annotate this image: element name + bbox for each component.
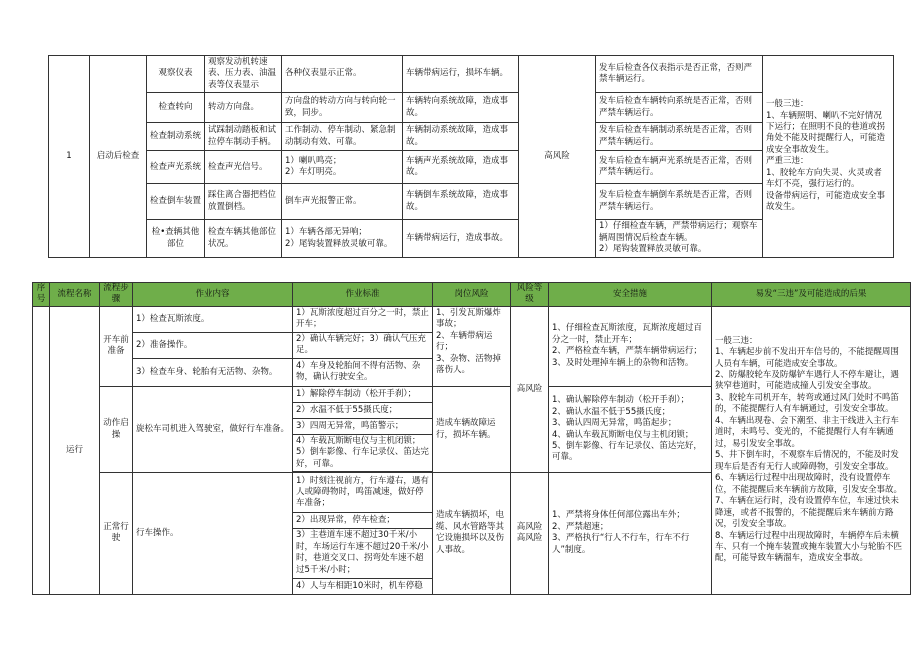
measure-cell [549,386,712,472]
measure-line: 1）仔细检查车辆，严禁带病运行；观察车辆周围情况后检查车辆。 [599,221,758,243]
standard-cell: 倒车声光报警正常。 [282,184,403,220]
risk-cell: 造成车辆损坏，电缆、风水管路等其它设施损坏以及伤人事故。 [433,473,511,594]
measure-cell: 发车后检查车辆转向系统是否正常，否则严禁车辆运行。 [596,93,763,123]
item-cell: 观察仪表 [147,56,205,93]
serial-cell [33,306,50,594]
content-cell: 踩住离合器把档位放置倒档。 [205,184,282,220]
content-cell: 观察发动机转速表、压力表、油温表等仪表显示 [205,56,282,93]
risk-cell: 车辆带病运行，损坏车辆。 [403,56,519,93]
standard-cell: 1）解除停车制动（松开手刹）； [293,386,433,402]
measure-cell: 发车后检查车辆制动系统是否正常，否则严禁车辆运行。 [596,123,763,151]
risk-cell: 造成车辆故障运行，损坏车辆。 [433,386,511,472]
risk-cell: 车辆制动系统故障，造成事故。 [403,123,519,151]
consequence-line: 5、井下倒车时，不观察车后情况的，不能及时发现车后是否有无行人或障碍物，引发安全事故。 [715,450,899,472]
risk-cell: 车辆声光系统故障，造成事故。 [403,151,519,184]
header-standard: 作业标准 [293,283,433,307]
risk-line: 1、引发瓦斯爆炸事故； [436,307,501,330]
header-risk: 岗位风险 [433,283,511,307]
measure-line: 2、确认水温不低于55摄氏度； [552,406,671,417]
item-cell: 检•查辆其他部位 [147,220,205,257]
standard-cell: 2）确认车辆完好；3）确认气压充足。 [293,332,433,358]
measure-line: 3、严格执行“行人不行车，行车不行人”制度。 [552,533,690,555]
measure-line: 2、严禁超速； [552,521,609,532]
standard-cell [282,220,403,257]
consequence-cell [763,56,894,258]
consequence-line: 3、胶轮车司机开车，转弯或通过风门处时不鸣笛的，不能提醒行人有车辆通过，引发安全事故。 [715,392,899,415]
content-cell: 旋松车司机进入驾驶室，做好行车准备。 [133,386,293,472]
content-cell: 1）检查瓦斯浓度。 [133,306,293,332]
consequence-line: 1、胶轮车方向失灵、火灵或者车灯不亮，强行运行的。 [766,167,882,190]
measure-line: 2）尾钩装置释放灵敏可靠。 [599,244,707,255]
consequence-line: 一般三违： [715,335,758,346]
standard-line: 1）喇叭鸣亮； [285,155,342,166]
measure-line: 4、确认车载瓦斯断电仪与主机闭锁； [552,429,694,440]
operation-table [32,282,911,595]
header-measure: 安全措施 [549,283,712,307]
header-content: 作业内容 [133,283,293,307]
header-serial: 序号 [33,283,50,307]
serial-cell: 1 [49,56,90,258]
stage-cell: 启动后检查 [90,56,147,258]
measure-line: 3、确认四周无异常，鸣笛起步； [552,418,677,429]
standard-cell: 2）水温不低于55摄氏度； [293,402,433,418]
consequence-line: 6、车辆运行过程中出现故障时，没有设置停车位，不能提醒后来车辆前方故障，引发安全事故。 [715,473,903,495]
content-cell: 检查车辆其他部位状况。 [205,220,282,257]
risk-line: 3、杂物、活物掉落伤人。 [436,353,501,376]
measure-line: 5、倒车影像、行车记录仪、笛达完好，可靠。 [552,440,702,463]
content-cell: 检查声光信号。 [205,151,282,184]
standard-cell: 3）四周无异常，鸣笛警示； [293,418,433,434]
standard-line: 3）主巷道车速不超过30千米/小时，车场运行车速不超过20千米/小时，巷道交叉口、拐弯处车速不超过5千米/小时； [296,530,429,575]
consequence-line: 一般三违： [766,99,809,110]
item-cell: 检查制动系统 [147,123,205,151]
standard-line: 4）人与车相距10米时，机车停稳 [293,578,432,592]
measure-cell: 发车后检查车辆倒车系统是否正常，否则严禁车辆运行。 [596,184,763,220]
risk-level-cell: 高风险 [519,56,596,258]
measure-line: 2、严格检查车辆，严禁车辆带病运行； [552,346,702,357]
consequence-line: 4、车辆出现卷、会下潮至、非主干线进入主行车道时，未鸣号、变光的，不能提醒行人有车辆通过，易引发安全事故。 [715,415,899,449]
consequence-line: 8、车辆运行过程中出现故障时，车辆停车后未横车、只有一个掩车装置或掩车装置大小与轮胎不匹配，可能导致车辆溜车，造成安全事故。 [715,530,903,564]
consequence-line: 严重三违： [766,156,809,167]
risk-cell [433,306,511,386]
measure-cell [549,473,712,594]
risk-cell: 车辆转向系统故障，造成事故。 [403,93,519,123]
measure-line: 3、及时处理掉车辆上的杂物和活物。 [552,357,694,368]
consequence-cell [712,306,911,594]
content-cell: 试踩制动踏板和试拉停车制动手柄。 [205,123,282,151]
measure-cell: 发车后检查各仪表指示是否正常，否则严禁车辆运行。 [596,56,763,93]
standard-cell: 方向盘的转动方向与转向轮一致，同步。 [282,93,403,123]
item-cell: 检查转向 [147,93,205,123]
content-cell: 2）准备操作。 [133,332,293,358]
standard-cell: 1）时刻注视前方，行车遵右，遇有人或障碍物时，鸣笛减速，做好停车准备； [293,473,433,513]
step-cell: 正常行驶 [100,473,133,594]
measure-cell: 发车后检查车辆声光系统是否正常，否则严禁车辆运行。 [596,151,763,184]
risk-cell: 车辆倒车系统故障，造成事故。 [403,184,519,220]
header-step: 流程步骤 [100,283,133,307]
consequence-line: 7、车辆在运行时，没有设置停车位，车速过快未降速，或者不报警的，不能提醒后来车辆前方路况，引发安全事故。 [715,496,899,530]
risk-cell: 车辆带病运行，造成事故。 [403,220,519,257]
measure-line: 1、确认解除停车制动（松开手刹）； [552,395,690,406]
content-cell: 转动方向盘。 [205,93,282,123]
inspection-table-upper [48,55,894,258]
standard-cell [282,151,403,184]
standard-line: 1）车辆各部无异响； [285,227,367,238]
measure-cell [549,306,712,386]
content-cell: 行车操作。 [133,473,293,594]
consequence-line: 1、车辆起步前不发出开车信号的，不能提醒周围人员有车辆，可能造成安全事故。 [715,347,899,369]
risk-line: 2、车辆带病运行； [436,330,493,353]
header-row [33,283,911,307]
standard-cell [293,529,433,594]
standard-cell: 工作制动、停车制动、紧急制动制动有效、可靠。 [282,123,403,151]
measure-line: 1、严禁将身体任何部位露出车外； [552,510,685,521]
standard-cell: 1）瓦斯浓度超过百分之一时，禁止开车； [293,306,433,332]
step-cell: 动作启操 [100,386,133,472]
consequence-line: 设备带病运行，可能造成安全事故发生。 [766,190,886,213]
risk-level-cell: 高风险高风险 [511,473,549,594]
standard-line: 2）车灯明亮。 [285,167,342,178]
header-flow: 流程名称 [50,283,100,307]
content-cell: 3）检查车身、轮胎有无活物、杂物。 [133,358,293,386]
risk-level-cell: 高风险 [511,306,549,472]
standard-cell: 各种仪表显示正常。 [282,56,403,93]
measure-cell [596,220,763,257]
item-cell: 检查声光系统 [147,151,205,184]
standard-cell: 2）出现异常，停车检查； [293,513,433,529]
step-cell: 开车前准备 [100,306,133,386]
consequence-line: 2、防爆胶轮车及防爆铲车遇行人不停车避让，遇狭窄巷道时，可能造成撞人引发安全事故。 [715,369,899,392]
standard-cell: 4）车载瓦斯断电仪与主机闭锁；5）倒车影像、行车记录仪、笛达完好，可靠。 [293,434,433,471]
item-cell: 检查倒车装置 [147,184,205,220]
consequence-line: 1、车辆照明、喇叭不完好情况下运行；在照明不良的巷道或拐角处不能及时提醒行人，可能造成安全事故发生。 [766,110,886,155]
standard-line: 2）尾钩装置释放灵敏可靠。 [285,238,393,249]
header-level: 风险等级 [511,283,549,307]
flow-name-cell: 运行 [50,306,100,594]
header-consequence: 易发“三违”及可能造成的后果 [712,283,911,307]
measure-line: 1、仔细检查瓦斯浓度，瓦斯浓度超过百分之一时，禁止开车； [552,323,702,345]
standard-cell: 4）车身及轮胎间不得有活物、杂物，确认行驶安全。 [293,358,433,386]
